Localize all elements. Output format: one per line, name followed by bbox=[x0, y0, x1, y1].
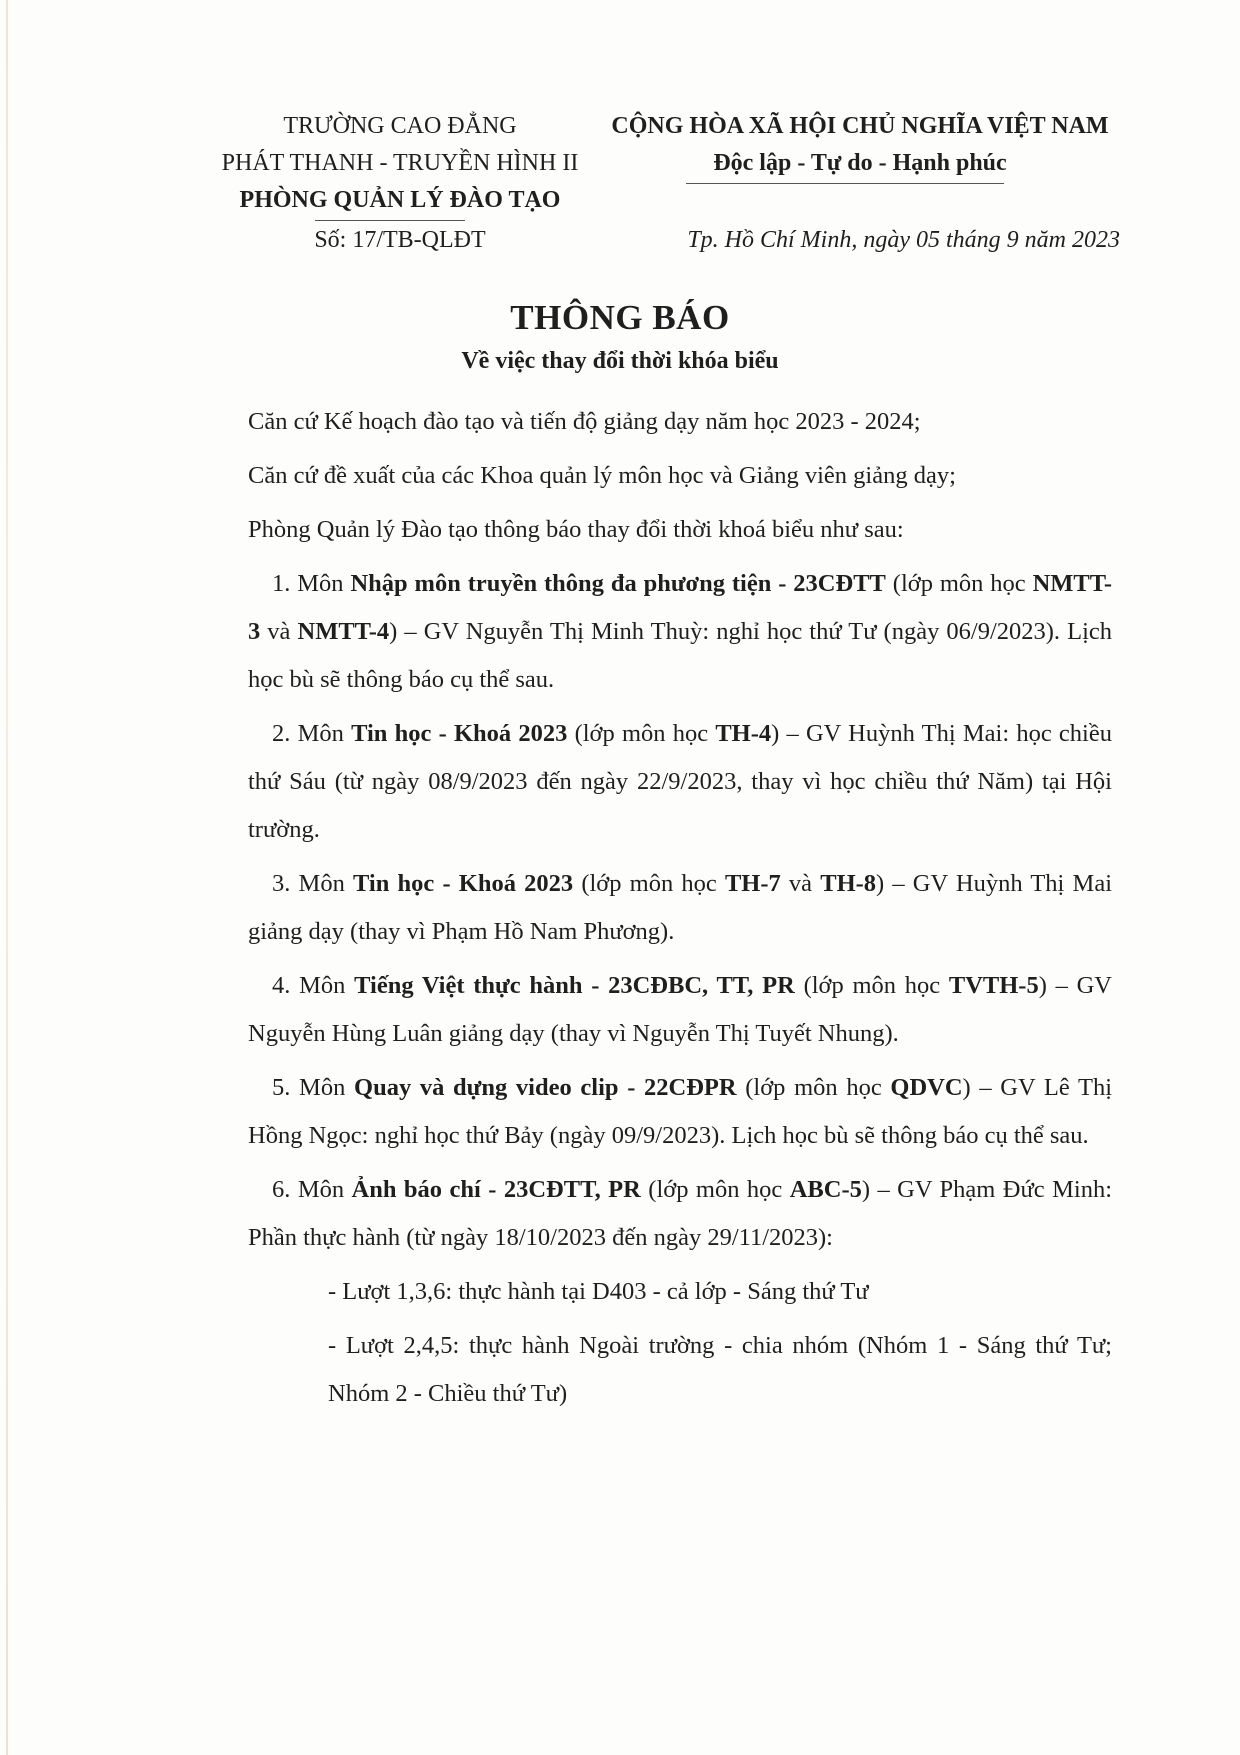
org-underline bbox=[315, 220, 465, 221]
scan-edge bbox=[6, 0, 8, 1755]
org-line-2: PHÁT THANH - TRUYỀN HÌNH II bbox=[221, 150, 579, 176]
notice-item-6: 6. Môn Ảnh báo chí - 23CĐTT, PR (lớp môn học ABC-5) – GV Phạm Đức Minh: Phần thực hành (từ ngày 18/10/2023 đến ngày 29/11/2023): bbox=[248, 1176, 1112, 1251]
notice-item-5: 5. Môn Quay và dựng video clip - 22CĐPR (lớp môn học QDVC) – GV Lê Thị Hồng Ngọc: nghỉ học thứ Bảy (ngày 09/9/2023). Lịch học bù sẽ thông báo cụ thể sau. bbox=[248, 1074, 1112, 1149]
intro-paragraph: Căn cứ đề xuất của các Khoa quản lý môn học và Giảng viên giảng dạy; bbox=[248, 462, 956, 489]
notice-item-1: 1. Môn Nhập môn truyền thông đa phương tiện - 23CĐTT (lớp môn học NMTT-3 và NMTT-4) – GV Nguyễn Thị Minh Thuỳ: nghỉ học thứ Tư (ngày 06/9/2023). Lịch học bù sẽ thông báo cụ thể sau. bbox=[248, 570, 1112, 693]
nation-line-1: CỘNG HÒA XÃ HỘI CHỦ NGHĨA VIỆT NAM bbox=[611, 113, 1109, 139]
notice-item-4: 4. Môn Tiếng Việt thực hành - 23CĐBC, TT, PR (lớp môn học TVTH-5) – GV Nguyễn Hùng Luân giảng dạy (thay vì Nguyễn Thị Tuyết Nhung). bbox=[248, 972, 1112, 1047]
intro-paragraph: Phòng Quản lý Đào tạo thông báo thay đổi thời khoá biểu như sau: bbox=[248, 516, 904, 543]
intro-paragraph: Căn cứ Kế hoạch đào tạo và tiến độ giảng dạy năm học 2023 - 2024; bbox=[248, 408, 921, 435]
issuing-organization bbox=[200, 108, 600, 219]
practice-round-item: - Lượt 1,3,6: thực hành tại D403 - cả lớp - Sáng thứ Tư bbox=[328, 1278, 869, 1305]
org-line-3: PHÒNG QUẢN LÝ ĐÀO TẠO bbox=[239, 187, 561, 213]
national-motto bbox=[580, 108, 1140, 182]
document-subtitle: Về việc thay đổi thời khóa biểu bbox=[461, 348, 779, 374]
document-number: Số: 17/TB-QLĐT bbox=[314, 227, 486, 253]
notice-item-2: 2. Môn Tin học - Khoá 2023 (lớp môn học TH-4) – GV Huỳnh Thị Mai: học chiều thứ Sáu (từ ngày 08/9/2023 đến ngày 22/9/2023, thay vì học chiều thứ Năm) tại Hội trường. bbox=[248, 720, 1112, 843]
place-date: Tp. Hồ Chí Minh, ngày 05 tháng 9 năm 2023 bbox=[687, 227, 1120, 253]
notice-item-3: 3. Môn Tin học - Khoá 2023 (lớp môn học TH-7 và TH-8) – GV Huỳnh Thị Mai giảng dạy (thay vì Phạm Hồ Nam Phương). bbox=[248, 870, 1113, 945]
org-line-1: TRƯỜNG CAO ĐẲNG bbox=[283, 113, 517, 139]
motto-underline bbox=[686, 183, 1004, 184]
document-title: THÔNG BÁO bbox=[510, 298, 730, 337]
document-body bbox=[248, 398, 1112, 1418]
nation-line-2: Độc lập - Tự do - Hạnh phúc bbox=[713, 150, 1007, 176]
practice-round-item: - Lượt 2,4,5: thực hành Ngoài trường - chia nhóm (Nhóm 1 - Sáng thứ Tư; Nhóm 2 - Chiều thứ Tư) bbox=[328, 1332, 1112, 1407]
